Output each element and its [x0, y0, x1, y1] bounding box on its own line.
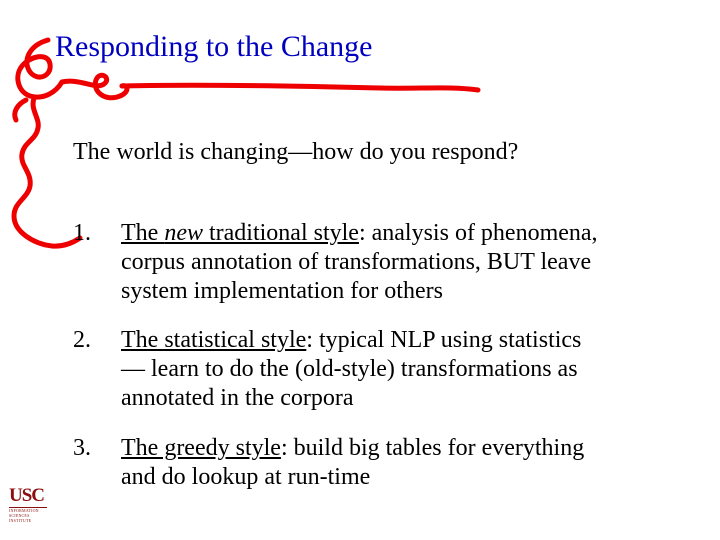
style-label-1-prefix: The [121, 220, 165, 246]
list-item-1-line-2: corpus annotation of transformations, BUT leave [121, 249, 592, 275]
list-item-2-line-3: annotated in the corpora [121, 385, 354, 411]
list-item-3-text: : build big tables for everything [280, 435, 585, 461]
logo-line-1: INFORMATION [9, 508, 39, 513]
list-number-3: 3. [73, 435, 91, 461]
list-item-3-line-1 [121, 434, 701, 463]
logo-line-2: SCIENCES [9, 513, 30, 518]
intro-question: The world is changing—how do you respond? [73, 139, 519, 165]
style-label-1-italic: new [164, 220, 203, 246]
logo-line-3: INSTITUTE [9, 518, 32, 523]
slide-title: Responding to the Change [55, 30, 373, 63]
list-item-2-line-1 [121, 326, 701, 355]
style-label-1 [121, 220, 359, 246]
list-item-2-line-2: — learn to do the (old-style) transformations as [121, 356, 578, 382]
list-number-1: 1. [73, 220, 91, 246]
style-label-1-rest: traditional style [202, 220, 359, 246]
usc-isi-logo [9, 486, 47, 531]
list-item-1-line-1 [121, 219, 701, 248]
list-item-1-line-3: system implementation for others [121, 278, 443, 304]
style-label-3: The greedy style [121, 435, 281, 461]
list-item-1-text: : analysis of phenomena, [358, 220, 598, 246]
list-item-3-line-2: and do lookup at run-time [121, 464, 371, 490]
list-number-2: 2. [73, 327, 91, 353]
style-label-2: The statistical style [121, 327, 307, 353]
list-item-2-text: : typical NLP using statistics [306, 327, 582, 353]
logo-abbr: USC [9, 485, 45, 506]
